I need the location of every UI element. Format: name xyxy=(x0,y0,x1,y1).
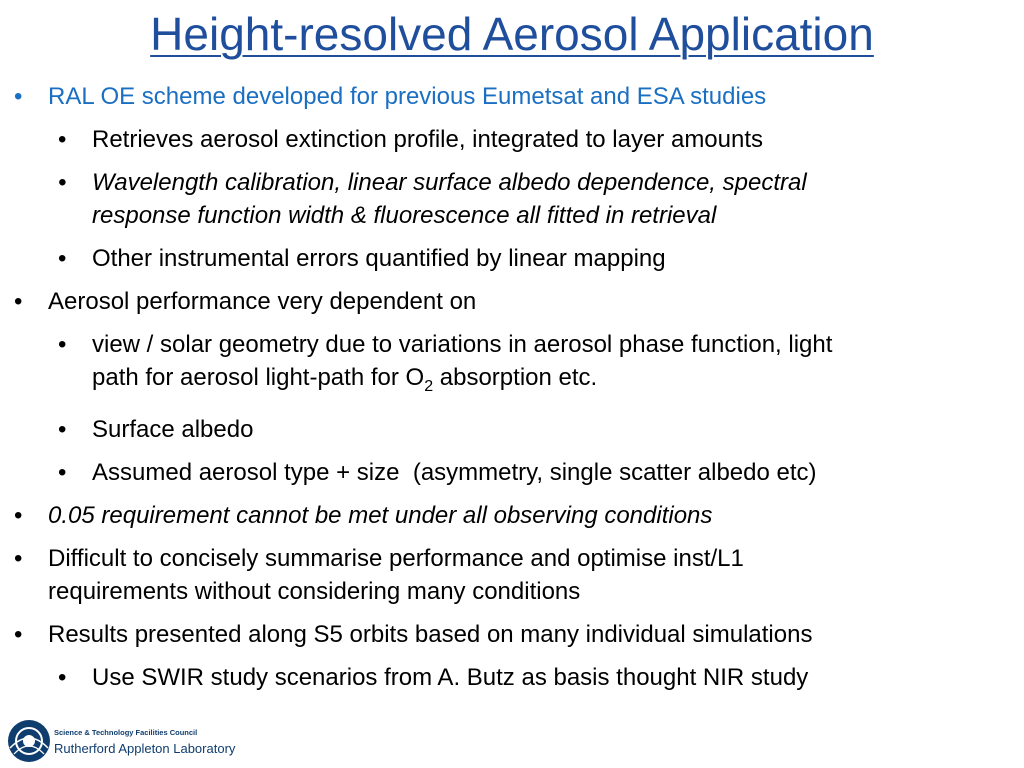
bullet-text: Assumed aerosol type + size (asymmetry, single scatter albedo etc) xyxy=(92,458,817,486)
stfc-ral-logo xyxy=(6,718,246,766)
bullet-marker: • xyxy=(58,126,67,153)
slide-title: Height-resolved Aerosol Application xyxy=(150,8,874,60)
bullet-text: 0.05 requirement cannot be met under all observing conditions xyxy=(48,501,713,529)
bullet-marker: • xyxy=(14,288,23,315)
bullet-text: RAL OE scheme developed for previous Eumetsat and ESA studies xyxy=(48,83,767,110)
logo-council-text: Science & Technology Facilities Council xyxy=(54,728,198,737)
stfc-logo-icon xyxy=(6,718,52,764)
bullet-text-line: view / solar geometry due to variations in aerosol phase function, light xyxy=(92,331,833,358)
bullet-item xyxy=(0,285,1024,318)
bullet-text-line: Wavelength calibration, linear surface albedo dependence, spectral xyxy=(92,169,807,196)
sub-bullet-item xyxy=(0,328,1024,403)
sub-bullet-item xyxy=(0,166,1024,232)
bullet-marker: • xyxy=(58,331,67,358)
bullet-text-part: absorption etc. xyxy=(433,364,598,391)
bullet-marker: • xyxy=(14,620,23,648)
bullet-list xyxy=(0,80,1024,694)
sub-bullet-item xyxy=(0,123,1024,156)
sub-bullet-item xyxy=(0,242,1024,275)
bullet-text: Other instrumental errors quantified by linear mapping xyxy=(92,245,666,272)
bullet-text: Surface albedo xyxy=(92,415,254,443)
bullet-marker: • xyxy=(58,245,67,272)
bullet-text-line: requirements without considering many conditions xyxy=(48,577,581,605)
bullet-text: Aerosol performance very dependent on xyxy=(48,288,477,315)
bullet-marker: • xyxy=(58,663,67,691)
bullet-marker: • xyxy=(58,415,67,443)
subscript: 2 xyxy=(424,377,434,395)
bullet-marker: • xyxy=(58,458,67,486)
bullet-text-line: Difficult to concisely summarise performance and optimise inst/L1 xyxy=(48,544,744,572)
bullet-text-line: response function width & fluorescence all fitted in retrieval xyxy=(92,202,717,229)
sub-bullet-item xyxy=(0,661,1024,694)
bullet-marker: • xyxy=(58,169,67,196)
logo-lab-text: Rutherford Appleton Laboratory xyxy=(54,741,236,756)
bullet-text-line xyxy=(92,361,1024,403)
bullet-text: Results presented along S5 orbits based on many individual simulations xyxy=(48,620,813,648)
bullet-marker: • xyxy=(14,83,23,110)
bullet-marker: • xyxy=(14,501,23,529)
bullet-item xyxy=(0,80,1024,113)
sub-bullet-item xyxy=(0,456,1024,489)
bullet-item xyxy=(0,499,1024,532)
sub-bullet-item xyxy=(0,413,1024,446)
bullet-text: Use SWIR study scenarios from A. Butz as basis thought NIR study xyxy=(92,663,809,691)
bullet-item xyxy=(0,542,1024,608)
bullet-text-part: path for aerosol light-path for O xyxy=(92,364,425,391)
bullet-marker: • xyxy=(14,544,23,572)
bullet-item xyxy=(0,618,1024,651)
bullet-text: Retrieves aerosol extinction profile, integrated to layer amounts xyxy=(92,126,764,153)
